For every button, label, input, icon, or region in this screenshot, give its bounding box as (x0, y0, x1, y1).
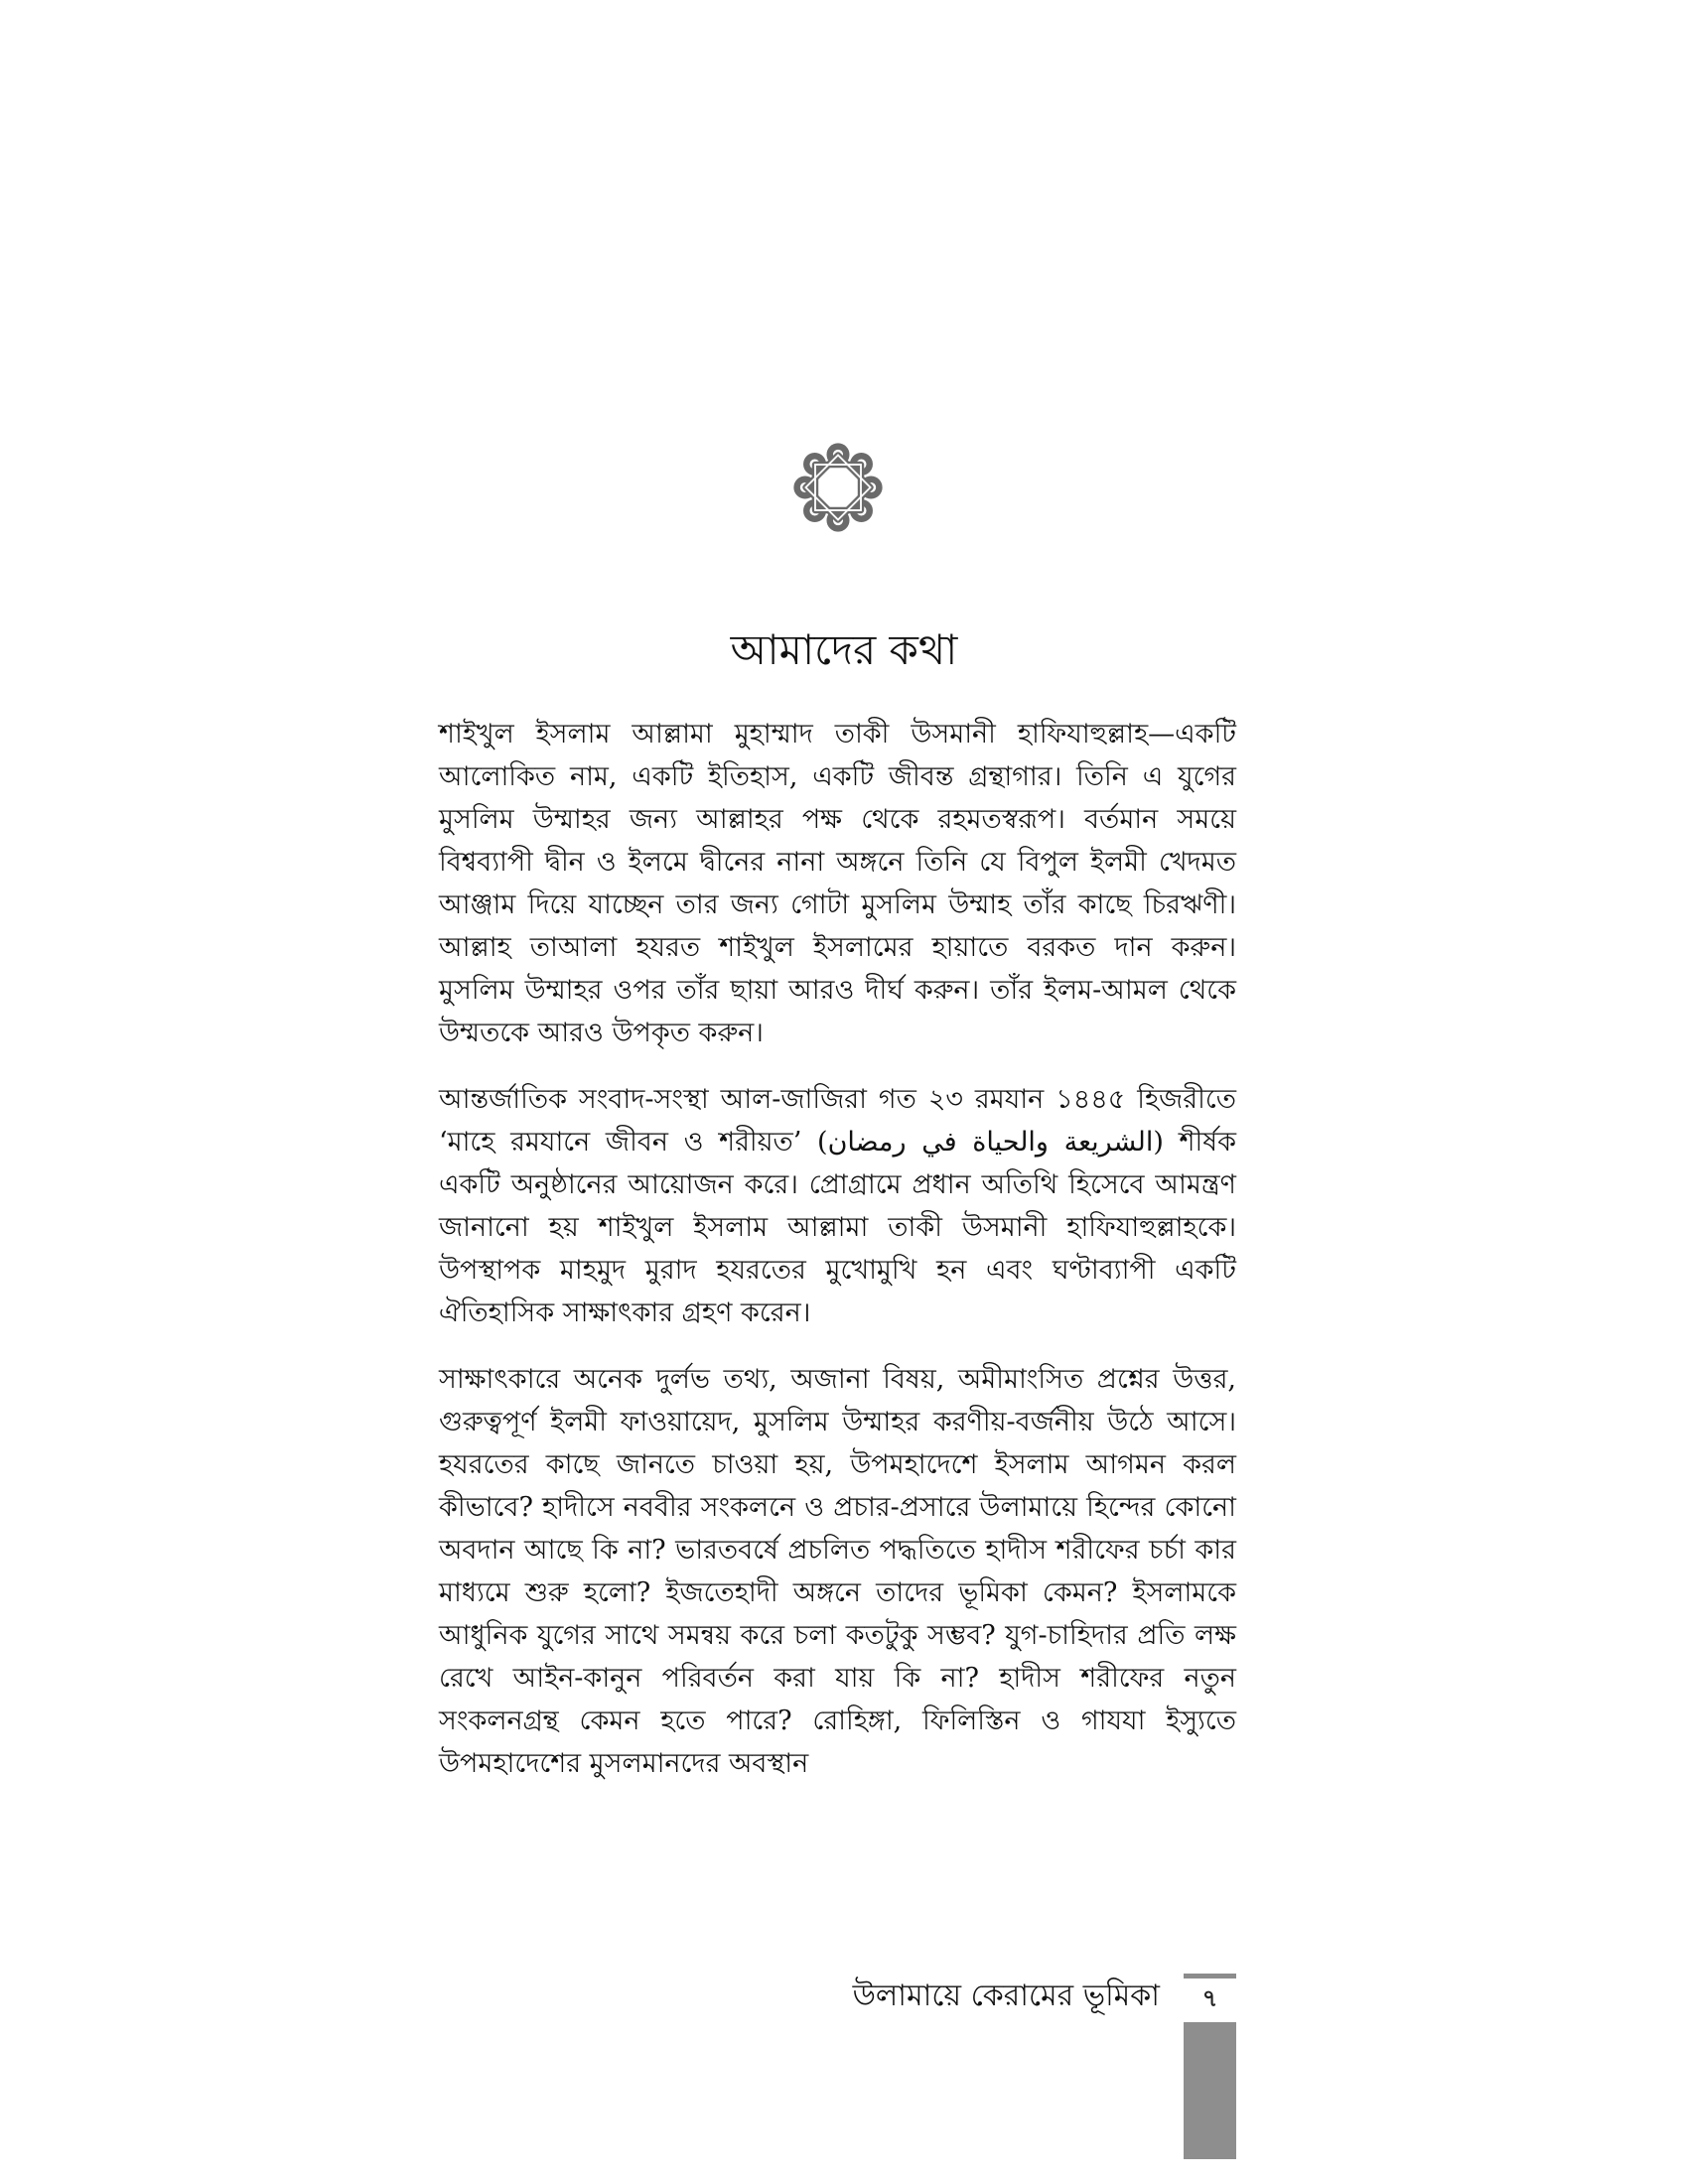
running-footer-title: উলামায়ে কেরামের ভূমিকা (852, 1979, 1160, 2013)
octagram-knot-icon (792, 442, 884, 533)
page-number: ৭ (1184, 1974, 1236, 2022)
chapter-title: আমাদের কথা (730, 625, 958, 674)
paragraph-2: আন্তর্জাতিক সংবাদ-সংস্থা আল-জাজিরা গত ২৩ রমযান ১৪৪৫ হিজরীতে ‘মাহে রমযানে জীবন ও শরীয়ত’ (الشريعة والحياة في رمضان) শীর্ষক একটি অনুষ্ঠানের আয়োজন করে। প্রোগ্রামে প্রধান অতিথি হিসেবে আমন্ত্রণ জানানো হয় শাইখুল ইসলাম আল্লামা তাকী উসমানী হাফিযাহুল্লাহকে। উপস্থাপক মাহমুদ মুরাদ হযরতের মুখোমুখি হন এবং ঘণ্টাব্যাপী একটি ঐতিহাসিক সাক্ষাৎকার গ্রহণ করেন। (439, 1084, 1236, 1328)
paragraph-1: শাইখুল ইসলাম আল্লামা মুহাম্মাদ তাকী উসমানী হাফিযাহুল্লাহ—একটি আলোকিত নাম, একটি ইতিহাস, একটি জীবন্ত গ্রন্থাগার। তিনি এ যুগের মুসলিম উম্মাহর জন্য আল্লাহর পক্ষ থেকে রহমতস্বরূপ। বর্তমান সময়ে বিশ্বব্যাপী দ্বীন ও ইলমে দ্বীনের নানা অঙ্গনে তিনি যে বিপুল ইলমী খেদমত আঞ্জাম দিয়ে যাচ্ছেন তার জন্য গোটা মুসলিম উম্মাহ তাঁর কাছে চিরঋণী। আল্লাহ তাআলা হযরত শাইখুল ইসলামের হায়াতে বরকত দান করুন। মুসলিম উম্মাহর ওপর তাঁর ছায়া আরও দীর্ঘ করুন। তাঁর ইলম-আমল থেকে উম্মতকে আরও উপকৃত করুন। (439, 719, 1236, 1048)
page-edge-tab (1184, 2022, 1236, 2159)
paragraph-3: সাক্ষাৎকারে অনেক দুর্লভ তথ্য, অজানা বিষয়, অমীমাংসিত প্রশ্নের উত্তর, গুরুত্বপূর্ণ ইলমী ফাওয়ায়েদ, মুসলিম উম্মাহর করণীয়-বর্জনীয় উঠে আসে। হযরতের কাছে জানতে চাওয়া হয়, উপমহাদেশে ইসলাম আগমন করল কীভাবে? হাদীসে নববীর সংকলনে ও প্রচার-প্রসারে উলামায়ে হিন্দের কোনো অবদান আছে কি না? ভারতবর্ষে প্রচলিত পদ্ধতিতে হাদীস শরীফের চর্চা কার মাধ্যমে শুরু হলো? ইজতেহাদী অঙ্গনে তাদের ভূমিকা কেমন? ইসলামকে আধুনিক যুগের সাথে সমন্বয় করে চলা কতটুকু সম্ভব? যুগ-চাহিদার প্রতি লক্ষ রেখে আইন-কানুন পরিবর্তন করা যায় কি না? হাদীস শরীফের নতুন সংকলনগ্রন্থ কেমন হতে পারে? রোহিঙ্গা, ফিলিস্তিন ও গাযযা ইস্যুতে উপমহাদেশের মুসলমানদের অবস্থান (439, 1364, 1236, 1779)
body-text (439, 713, 1236, 1809)
